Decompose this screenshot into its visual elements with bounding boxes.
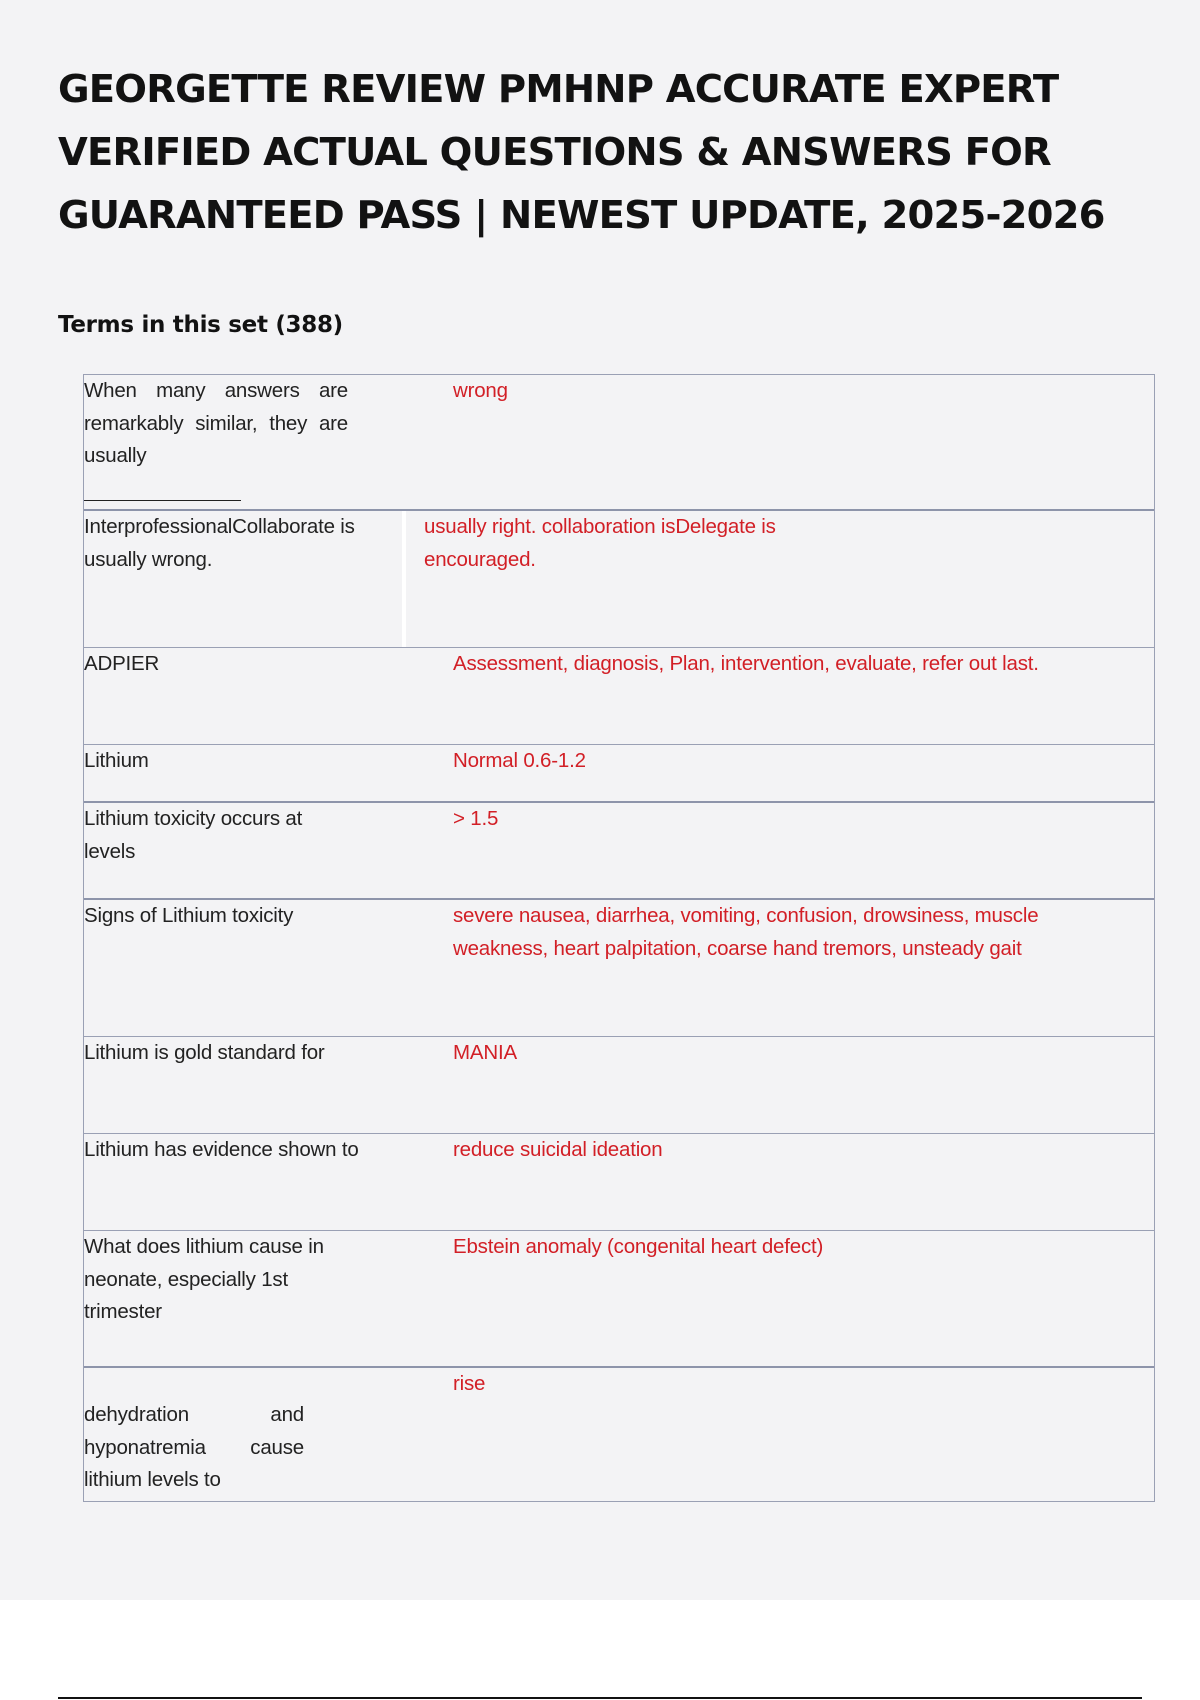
term-text: dehydration and hyponatremia cause lithium levels to	[84, 1403, 304, 1491]
definition-text: Normal 0.6-1.2	[453, 749, 586, 772]
term-row	[84, 1037, 1154, 1134]
term-text: When many answers are remarkably similar, they are usually	[84, 379, 348, 467]
term-text: Signs of Lithium toxicity	[84, 904, 294, 927]
term-text: Lithium	[84, 749, 149, 772]
term-text: Lithium is gold standard for	[84, 1041, 325, 1064]
definition-text: Ebstein anomaly (congenital heart defect)	[453, 1235, 824, 1258]
definition-text: Assessment, diagnosis, Plan, intervention, evaluate, refer out last.	[453, 652, 1039, 675]
term-row	[84, 375, 1154, 511]
term-row	[84, 745, 1154, 803]
definition-text: MANIA	[453, 1041, 517, 1064]
definition-text: > 1.5	[453, 807, 499, 830]
document-title: GEORGETTE REVIEW PMHNP ACCURATE EXPERT VERIFIED ACTUAL QUESTIONS & ANSWERS FOR GUARANTEED PASS | NEWEST UPDATE, 2025-2026	[58, 67, 1105, 238]
term-row	[84, 511, 1154, 648]
term-text: What does lithium cause in neonate, especially 1st trimester	[84, 1235, 324, 1323]
answer-blank-line	[84, 500, 241, 501]
term-text: Lithium toxicity occurs at levels	[84, 807, 303, 863]
footer-divider	[58, 1697, 1142, 1699]
terms-count-heading: Terms in this set (388)	[58, 312, 343, 338]
definition-text: reduce suicidal ideation	[453, 1138, 663, 1161]
term-row	[84, 1231, 1154, 1368]
term-text: ADPIER	[84, 652, 160, 675]
definition-text: severe nausea, diarrhea, vomiting, confusion, drowsiness, muscle weakness, heart palpitation, coarse hand tremors, unsteady gait	[453, 904, 1039, 960]
term-row	[84, 1368, 1154, 1502]
term-row	[84, 803, 1154, 900]
term-text: InterprofessionalCollaborate is usually wrong.	[84, 515, 355, 571]
term-text: Lithium has evidence shown to	[84, 1138, 359, 1161]
term-row	[84, 648, 1154, 745]
terms-table	[83, 374, 1155, 1502]
definition-text: wrong	[453, 379, 508, 402]
column-divider	[402, 511, 406, 647]
term-row	[84, 1134, 1154, 1231]
definition-text: usually right. collaboration isDelegate is encouraged.	[424, 515, 776, 571]
term-row	[84, 900, 1154, 1037]
definition-text: rise	[453, 1372, 486, 1395]
